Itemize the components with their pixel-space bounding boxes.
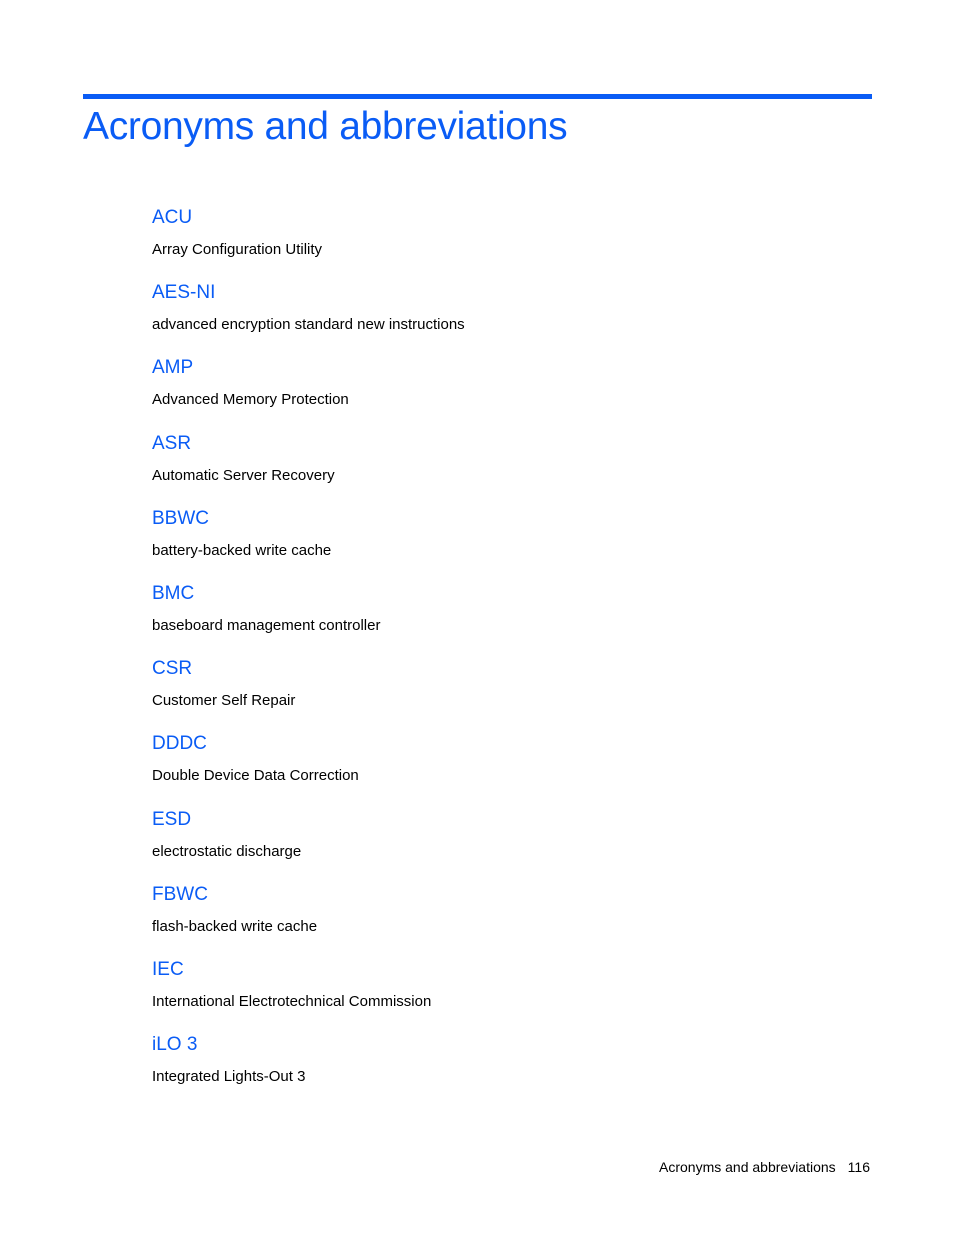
glossary-definition: flash-backed write cache (152, 917, 318, 935)
glossary-entry (152, 202, 852, 277)
glossary-entry (152, 1029, 852, 1104)
glossary-term: AES-NI (152, 282, 216, 304)
glossary-entry (152, 277, 852, 352)
glossary-term: CSR (152, 658, 193, 680)
glossary-entry (152, 653, 852, 728)
glossary-term: ACU (152, 207, 193, 228)
glossary-term: IEC (152, 958, 184, 980)
glossary-definition: International Electrotechnical Commission (152, 992, 432, 1010)
glossary-term: ESD (152, 808, 192, 830)
glossary-term: BMC (152, 582, 195, 604)
glossary-list (152, 202, 852, 1104)
glossary-definition: electrostatic discharge (152, 842, 302, 860)
page-footer (659, 1157, 870, 1177)
glossary-term: iLO 3 (152, 1034, 198, 1056)
page-number: 116 (847, 1159, 870, 1175)
glossary-definition: Array Configuration Utility (152, 241, 323, 258)
glossary-term: BBWC (152, 507, 209, 529)
glossary-entry (152, 879, 852, 954)
glossary-definition: battery-backed write cache (152, 541, 332, 559)
glossary-definition: advanced encryption standard new instructions (152, 316, 465, 334)
glossary-entry (152, 503, 852, 578)
glossary-definition: baseboard management controller (152, 616, 381, 634)
glossary-term: FBWC (152, 883, 208, 905)
page-title: Acronyms and abbreviations (83, 105, 568, 148)
glossary-entry (152, 954, 852, 1029)
glossary-definition: Integrated Lights-Out 3 (152, 1068, 306, 1086)
glossary-entry (152, 804, 852, 879)
glossary-term: AMP (152, 357, 194, 379)
glossary-definition: Customer Self Repair (152, 692, 296, 710)
glossary-term: DDDC (152, 733, 207, 755)
glossary-definition: Advanced Memory Protection (152, 391, 349, 409)
glossary-entry (152, 352, 852, 427)
glossary-entry (152, 578, 852, 653)
glossary-definition: Automatic Server Recovery (152, 466, 335, 484)
footer-section-title: Acronyms and abbreviations (659, 1159, 836, 1175)
glossary-entry (152, 428, 852, 503)
glossary-term: ASR (152, 432, 192, 454)
glossary-entry (152, 728, 852, 803)
title-rule (83, 94, 872, 99)
glossary-definition: Double Device Data Correction (152, 767, 359, 785)
